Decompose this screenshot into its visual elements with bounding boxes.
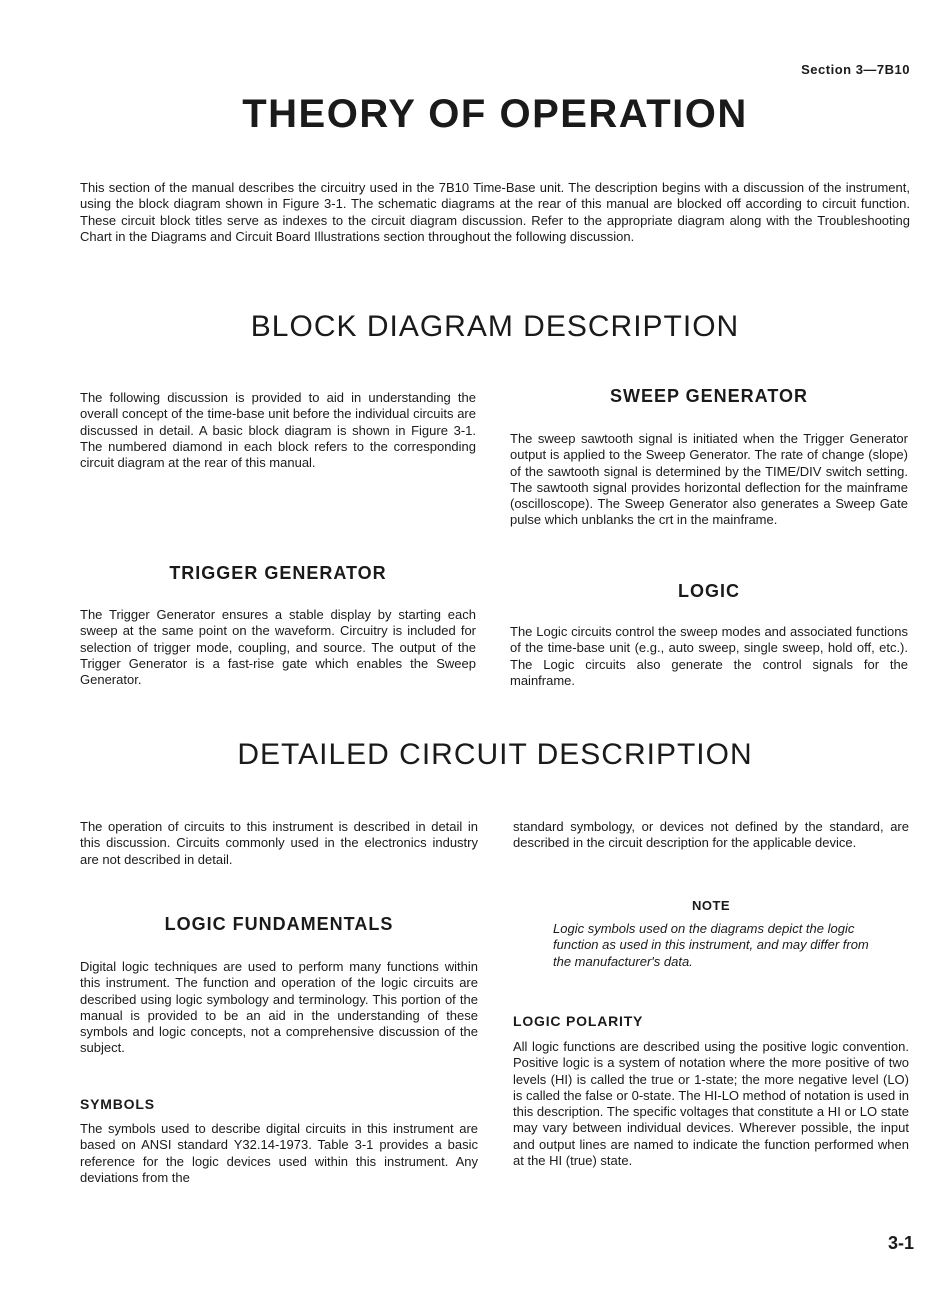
symbols-text: The symbols used to describe digital circuits in this instrument are based on ANSI standard Y32.14-1973. Table 3-1 provides a basic reference for the logic devices used within this instrument. Any deviations from the bbox=[80, 1121, 478, 1185]
page-number: 3-1 bbox=[887, 1233, 914, 1253]
note-text: Logic symbols used on the diagrams depict the logic function as used in this instrument, and may differ from the manufacturer's data. bbox=[553, 921, 869, 969]
sweep-generator-text: The sweep sawtooth signal is initiated when the Trigger Generator output is applied to the Sweep Generator. The rate of change (slope) of the sawtooth signal is determined by the TIME/DIV switch setting. The sawtooth signal provides horizontal deflection for the mainframe (oscilloscope). The Sweep Generator also generates a Sweep Gate pulse which unblanks the crt in the mainframe. bbox=[510, 431, 908, 528]
continued-text: standard symbology, or devices not defined by the standard, are described in the circuit description for the applicable device. bbox=[513, 819, 909, 851]
symbols-heading: SYMBOLS bbox=[80, 1096, 155, 1112]
logic-heading: LOGIC bbox=[678, 581, 740, 601]
logic-fundamentals-text: Digital logic techniques are used to perform many functions within this instrument. The function and operation of the logic circuits are described using logic symbology and terminology. This portion of the manual is provided to be an aid in the understanding of these symbols and logic concepts, not a comprehensive discussion of the subject. bbox=[80, 959, 478, 1056]
logic-fundamentals-heading: LOGIC FUNDAMENTALS bbox=[164, 914, 394, 934]
block-diagram-intro: The following discussion is provided to aid in understanding the overall concept of the time-base unit before the individual circuits are discussed in detail. A basic block diagram is shown in Figure 3-1. The numbered diamond in each block refers to the corresponding circuit diagram at the rear of this manual. bbox=[80, 390, 476, 471]
detailed-circuit-heading: DETAILED CIRCUIT DESCRIPTION bbox=[237, 738, 753, 771]
detailed-intro: The operation of circuits to this instrument is described in detail in this discussion. Circuits commonly used in the electronics industry are not described in detail. bbox=[80, 819, 478, 867]
logic-text: The Logic circuits control the sweep modes and associated functions of the time-base unit (e.g., auto sweep, single sweep, hold off, etc.). The Logic circuits also generate the control signals for the mainframe. bbox=[510, 624, 908, 688]
logic-polarity-text: All logic functions are described using the positive logic convention. Positive logic is a system of notation where the more positive of two levels (HI) is called the true or 1-state; the more negative level (LO) is called the false or 0-state. The HI-LO method of notation is used in this description. The specific voltages that constitute a HI or LO state may vary between individual devices. Wherever possible, the input and output lines are named to indicate the function performed when at the HI (true) state. bbox=[513, 1039, 909, 1169]
trigger-generator-text: The Trigger Generator ensures a stable display by starting each sweep at the same point on the waveform. Circuitry is included for selection of trigger mode, coupling, and source. The output of the Trigger Generator is a fast-rise gate which enables the Sweep Generator. bbox=[80, 607, 476, 688]
section-header: Section 3—7B10 bbox=[801, 62, 910, 77]
logic-polarity-heading: LOGIC POLARITY bbox=[513, 1013, 644, 1029]
note-heading: NOTE bbox=[691, 898, 731, 913]
block-diagram-heading: BLOCK DIAGRAM DESCRIPTION bbox=[250, 310, 740, 343]
page-title: THEORY OF OPERATION bbox=[242, 92, 748, 136]
intro-paragraph: This section of the manual describes the circuitry used in the 7B10 Time-Base unit. The description begins with a discussion of the instrument, using the block diagram shown in Figure 3-1. The schematic diagrams at the rear of this manual are blocked off according to circuit function. These circuit block titles serve as indexes to the circuit diagram discussion. Refer to the appropriate diagram along with the Troubleshooting Chart in the Diagrams and Circuit Board Illustrations section throughout the following discussion. bbox=[80, 180, 910, 244]
trigger-generator-heading: TRIGGER GENERATOR bbox=[169, 563, 387, 583]
sweep-generator-heading: SWEEP GENERATOR bbox=[609, 386, 809, 406]
